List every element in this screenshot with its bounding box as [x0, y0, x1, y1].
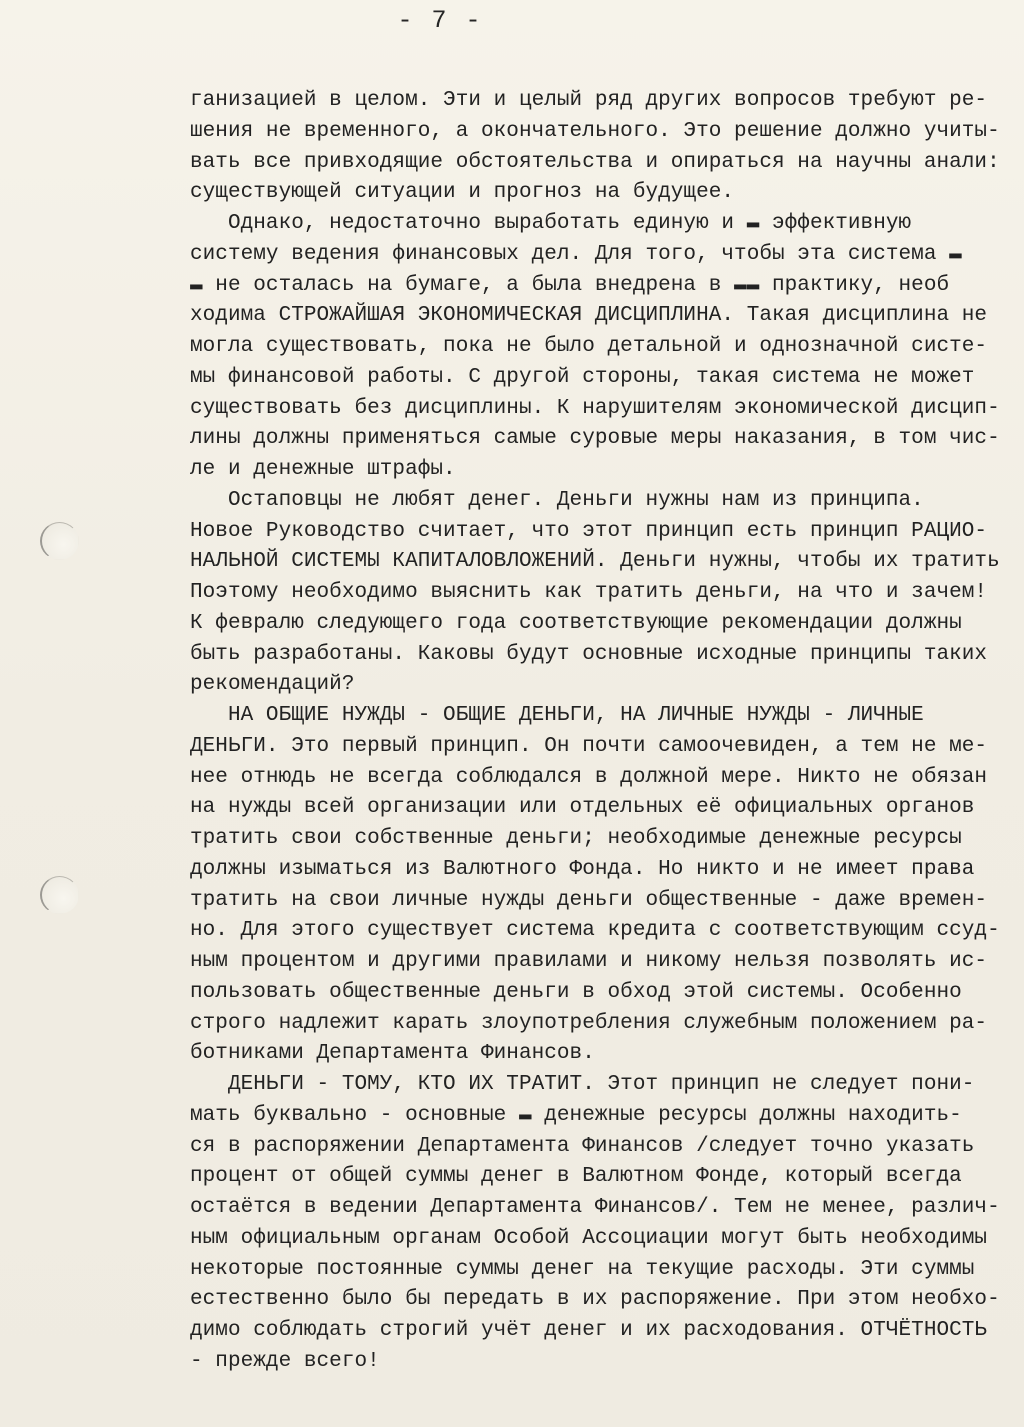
text-line: рекомендаций? [190, 673, 355, 697]
text-line: ле и денежные штрафы. [190, 458, 456, 481]
text-line: мать буквально - основные ▬ денежные ресурсы должны находить- [190, 1103, 962, 1127]
text-line: ▬ не осталась на бумаге, а была внедрена в ▬▬ практику, необ [190, 273, 950, 297]
text-line: на нужды всей организации или отдельных её официальных органов [190, 796, 975, 820]
text-line: некоторые постоянные суммы денег на текущие расходы. Эти суммы [190, 1257, 975, 1281]
text-line: систему ведения финансовых дел. Для того, чтобы эта система ▬ [190, 242, 962, 266]
text-line: но. Для этого существует система кредита с соответствующим ссуд- [190, 919, 1000, 943]
text-line: существующей ситуации и прогноз на будущее. [190, 181, 735, 205]
punch-hole-icon [40, 876, 79, 914]
text-line: ным официальным органам Особой Ассоциации могут быть необходимы [190, 1226, 988, 1250]
typed-body-text [190, 86, 1024, 1378]
text-line: процент от общей суммы денег в Валютном Фонде, который всегда [190, 1165, 962, 1189]
text-line: ганизацией в целом. Эти и целый ряд других вопросов требуют ре- [190, 89, 988, 112]
text-line: НА ОБЩИЕ НУЖДЫ - ОБЩИЕ ДЕНЬГИ, НА ЛИЧНЫЕ НУЖДЫ - ЛИЧНЫЕ [190, 704, 924, 727]
text-line: лины должны применяться самые суровые меры наказания, в том чис- [190, 427, 1000, 451]
text-line: быть разработаны. Каковы будут основные исходные принципы таких [190, 642, 988, 666]
text-line: мы финансовой работы. С другой стороны, такая система не может [190, 365, 975, 389]
text-line: строго надлежит карать злоупотребления служебным положением ра- [190, 1011, 988, 1035]
text-line: должны изыматься из Валютного Фонда. Но никто и не имеет права [190, 857, 975, 881]
text-line: естественно было бы передать в их распоряжение. При этом необхо- [190, 1288, 1000, 1312]
text-line: нее отнюдь не всегда соблюдался в должной мере. Никто не обязан [190, 765, 988, 789]
text-line: ным процентом и другими правилами и никому нельзя позволять ис- [190, 950, 988, 973]
text-line: ДЕНЬГИ. Это первый принцип. Он почти самоочевиден, а тем не ме- [190, 734, 988, 758]
text-line: ся в распоряжении Департамента Финансов /следует точно указать [190, 1134, 975, 1158]
text-line: - прежде всего! [190, 1349, 380, 1373]
text-line: тратить на свои личные нужды деньги общественные - даже времен- [190, 888, 988, 912]
text-line: димо соблюдать строгий учёт денег и их расходования. ОТЧЁТНОСТЬ [190, 1319, 988, 1342]
text-line: шения не временного, а окончательного. Это решение должно учиты- [190, 119, 1000, 143]
text-line: Новое Руководство считает, что этот принцип есть принцип РАЦИО- [190, 519, 988, 543]
text-line: тратить свои собственные деньги; необходимые денежные ресурсы [190, 827, 962, 850]
text-line: вать все привходящие обстоятельства и опираться на научны анали: [190, 150, 1000, 174]
text-line: существовать без дисциплины. К нарушителям экономической дисцип- [190, 396, 1000, 420]
punch-hole-icon [40, 522, 79, 560]
text-line: ходима СТРОЖАЙШАЯ ЭКОНОМИЧЕСКАЯ ДИСЦИПЛИНА. Такая дисциплина не [190, 304, 988, 328]
text-line: могла существовать, пока не было детальной и однозначной систе- [190, 335, 988, 358]
text-line: ботниками Департамента Финансов. [190, 1042, 595, 1066]
text-line: остаётся в ведении Департамента Финансов/. Тем не менее, различ- [190, 1196, 1000, 1219]
text-line: Поэтому необходимо выяснить как тратить деньги, на что и зачем! [190, 581, 988, 604]
text-line: Однако, недостаточно выработать единую и ▬ эффективную [190, 212, 912, 235]
text-line: пользовать общественные деньги в обход этой системы. Особенно [190, 980, 962, 1004]
text-line: К февралю следующего года соответствующие рекомендации должны [190, 611, 962, 635]
text-line: Остаповцы не любят денег. Деньги нужны нам из принципа. [190, 488, 924, 512]
text-line: ДЕНЬГИ - ТОМУ, КТО ИХ ТРАТИТ. Этот принцип не следует пони- [190, 1073, 975, 1096]
text-line: НАЛЬНОЙ СИСТЕМЫ КАПИТАЛОВЛОЖЕНИЙ. Деньги нужны, чтобы их тратить [190, 550, 1000, 574]
page-number: - 7 - [397, 6, 483, 35]
